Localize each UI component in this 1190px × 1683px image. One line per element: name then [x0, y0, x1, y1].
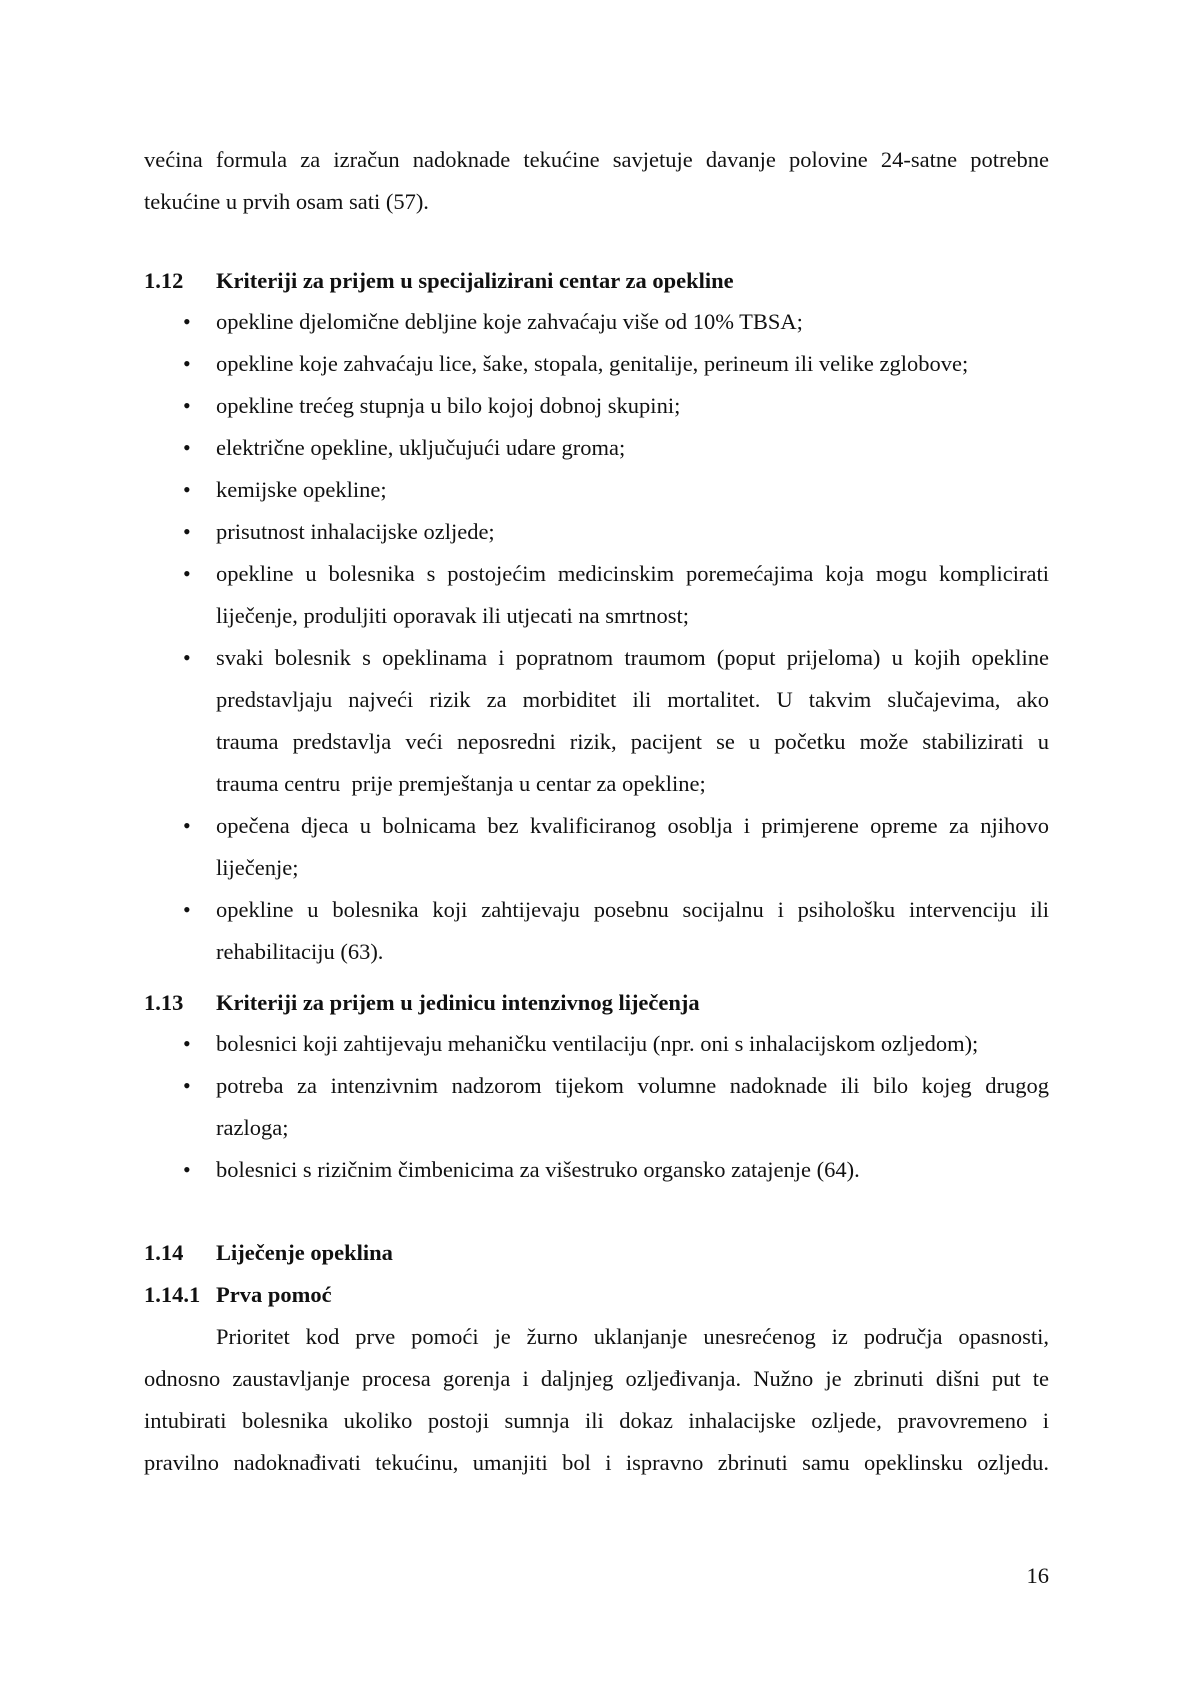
bullet-icon: • — [183, 813, 191, 838]
list-item-line: predstavljaju najveći rizik za morbiditet ili mortalitet. U takvim slučajevima, ako — [216, 687, 1049, 712]
paragraph-line: odnosno zaustavljanje procesa gorenja i daljnjeg ozljeđivanja. Nužno je zbrinuti dišni put te — [144, 1366, 1049, 1391]
list-item: opekline koje zahvaćaju lice, šake, stopala, genitalije, perineum ili velike zglobove; — [216, 351, 969, 376]
bullet-icon: • — [183, 519, 191, 544]
paragraph-line: Prioritet kod prve pomoći je žurno uklanjanje unesrećenog iz područja opasnosti, — [216, 1324, 1049, 1349]
bullet-icon: • — [183, 477, 191, 502]
list-item: opekline trećeg stupnja u bilo kojoj dobnoj skupini; — [216, 393, 681, 418]
intro-line: većina formula za izračun nadoknade tekućine savjetuje davanje polovine 24-satne potrebne — [144, 147, 1049, 172]
list-item: kemijske opekline; — [216, 477, 387, 502]
intro-line: tekućine u prvih osam sati (57). — [144, 189, 429, 214]
bullet-icon: • — [183, 1157, 191, 1182]
section-number: 1.14 — [144, 1240, 184, 1265]
bullet-icon: • — [183, 351, 191, 376]
bullet-icon: • — [183, 897, 191, 922]
list-item-line: potreba za intenzivnim nadzorom tijekom volumne nadoknade ili bilo kojeg drugog — [216, 1073, 1049, 1098]
list-item-line: trauma predstavlja veći neposredni rizik, pacijent se u početku može stabilizirati u — [216, 729, 1049, 754]
section-number: 1.14.1 — [144, 1282, 201, 1307]
list-item-line: rehabilitaciju (63). — [216, 939, 384, 964]
section-heading-1-14 — [144, 1232, 393, 1274]
list-item-line: liječenje; — [216, 855, 299, 880]
bullet-icon: • — [183, 1073, 191, 1098]
bullet-icon: • — [183, 1031, 191, 1056]
paragraph-line: pravilno nadoknađivati tekućinu, umanjiti bol i ispravno zbrinuti samu opeklinsku ozljedu. — [144, 1450, 1049, 1475]
subsection-heading-1-14-1 — [144, 1274, 332, 1316]
list-item-line: razloga; — [216, 1115, 289, 1140]
list-item: prisutnost inhalacijske ozljede; — [216, 519, 495, 544]
list-item: opekline djelomične debljine koje zahvaćaju više od 10% TBSA; — [216, 309, 803, 334]
list-item-line: svaki bolesnik s opeklinama i popratnom traumom (poput prijeloma) u kojih opekline — [216, 645, 1049, 670]
section-title: Prva pomoć — [216, 1282, 332, 1307]
section-number: 1.12 — [144, 268, 184, 293]
list-item-line: opekline u bolesnika koji zahtijevaju posebnu socijalnu i psihološku intervenciju ili — [216, 897, 1049, 922]
section-heading-1-13 — [144, 982, 700, 1024]
bullet-icon: • — [183, 393, 191, 418]
section-title: Kriteriji za prijem u specijalizirani centar za opekline — [216, 268, 734, 293]
list-item: bolesnici s rizičnim čimbenicima za višestruko organsko zatajenje (64). — [216, 1157, 860, 1182]
section-number: 1.13 — [144, 990, 184, 1015]
bullet-icon: • — [183, 561, 191, 586]
list-item-line: trauma centru prije premještanja u centar za opekline; — [216, 771, 706, 796]
bullet-icon: • — [183, 645, 191, 670]
section-title: Liječenje opeklina — [216, 1240, 393, 1265]
bullet-icon: • — [183, 309, 191, 334]
list-item: bolesnici koji zahtijevaju mehaničku ventilaciju (npr. oni s inhalacijskom ozljedom); — [216, 1031, 979, 1056]
list-item-line: opečena djeca u bolnicama bez kvalificiranog osoblja i primjerene opreme za njihovo — [216, 813, 1049, 838]
list-item-line: opekline u bolesnika s postojećim medicinskim poremećajima koja mogu komplicirati — [216, 561, 1049, 586]
bullet-icon: • — [183, 435, 191, 460]
list-item: električne opekline, uključujući udare groma; — [216, 435, 626, 460]
section-title: Kriteriji za prijem u jedinicu intenzivnog liječenja — [216, 990, 700, 1015]
page-number: 16 — [1026, 1563, 1049, 1588]
paragraph-line: intubirati bolesnika ukoliko postoji sumnja ili dokaz inhalacijske ozljede, pravovremeno i — [144, 1408, 1049, 1433]
section-heading-1-12 — [144, 260, 734, 302]
list-item-line: liječenje, produljiti oporavak ili utjecati na smrtnost; — [216, 603, 690, 628]
